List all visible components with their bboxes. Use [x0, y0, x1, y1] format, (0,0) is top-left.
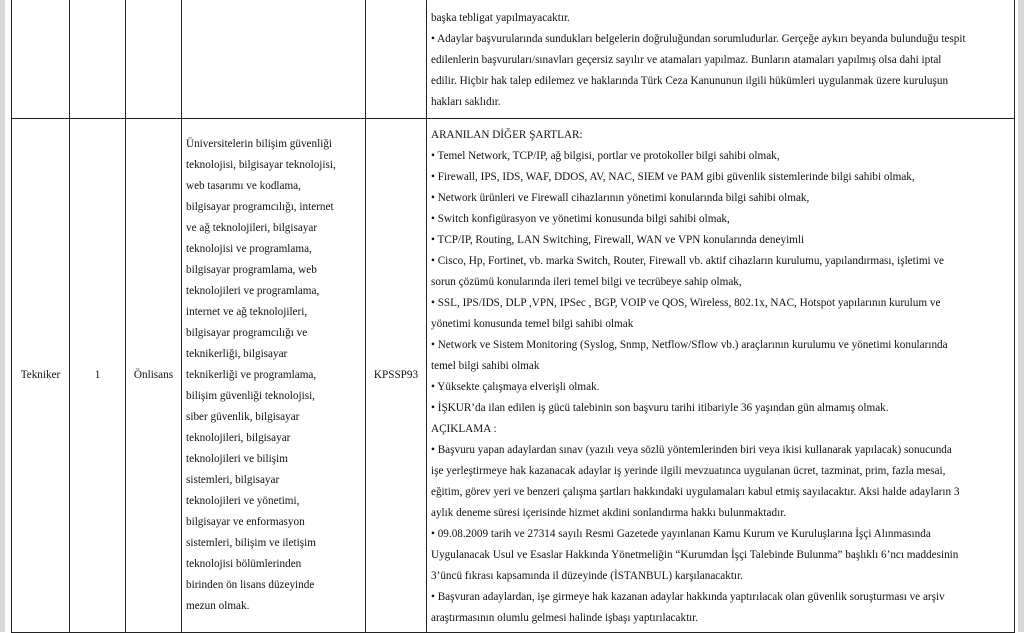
department-line: siber güvenlik, bilgisayar	[186, 411, 300, 423]
requirement-line: • Network ürünleri ve Firewall cihazlarının yönetimi konularında bilgi sahibi olmak,	[431, 192, 810, 204]
page-edge-right	[1018, 0, 1024, 632]
requirement-line: • Cisco, Hp, Fortinet, vb. marka Switch, Router, Firewall vb. aktif cihazların kurulumu, yapılandırması, işletimi ve	[431, 255, 945, 267]
departments-cell	[182, 119, 366, 633]
department-line: teknolojileri ve programlama,	[186, 285, 320, 297]
position-title-cell: Tekniker	[12, 119, 70, 633]
description-line: edilir. Hiçbir hak talep edilemez ve haklarında Türk Ceza Kanununun ilgili hükümleri uygulanmak üzere kuruluşun	[431, 74, 949, 87]
requirements-heading: ARANILAN DİĞER ŞARTLAR:	[431, 129, 583, 141]
department-line: ve ağ teknolojileri, bilgisayar	[186, 222, 318, 234]
department-line: Üniversitelerin bilişim güvenliği	[186, 138, 333, 150]
department-line: birinden ön lisans düzeyinde	[186, 579, 315, 591]
empty-cell	[70, 0, 126, 119]
explanation-line: araştırmasının olumlu gelmesi halinde işbaşı yaptırılacaktır.	[431, 612, 699, 624]
requirement-line: sorun çözümü konularında ileri temel bilgi ve tecrübeye sahip olmak,	[431, 276, 742, 288]
explanation-line: • Başvuran adaylardan, işe girmeye hak kazanan adaylar hakkında yaptırılacak olan güvenlik soruşturması ve arşiv	[431, 591, 945, 603]
department-line: teknikerliği ve programlama,	[186, 369, 317, 381]
table-row-previous	[12, 0, 1015, 119]
requirement-line: • Temel Network, TCP/IP, ağ bilgisi, portlar ve protokoller bilgi sahibi olmak,	[431, 150, 780, 162]
department-line: bilgisayar programlama, web	[186, 264, 317, 276]
department-line: teknolojisi, bilgisayar teknolojisi,	[186, 159, 336, 171]
description-line: başka tebligat yapılmayacaktır.	[431, 11, 570, 24]
explanation-heading: AÇIKLAMA :	[431, 423, 497, 435]
department-line: mezun olmak.	[186, 600, 250, 612]
department-line: teknolojisi bölümlerinden	[186, 558, 302, 570]
requirement-line: • Network ve Sistem Monitoring (Syslog, Snmp, Netflow/Sflow vb.) araçlarının kurulumu ve yönetimi konularında	[431, 339, 948, 351]
previous-description-cell	[427, 0, 1015, 119]
description-line: • Adaylar başvurularında sundukları belgelerin doğruluğundan sorumludurlar. Gerçeğe aykırı beyanda bulunduğu tespit	[431, 32, 966, 45]
page-edge-left	[0, 0, 5, 632]
explanation-line: • Başvuru yapan adaylardan sınav (yazılı veya sözlü yöntemlerinden biri veya ikisi kullanarak yapılacak) sonucunda	[431, 444, 952, 456]
department-line: web tasarımı ve kodlama,	[186, 180, 301, 192]
requirement-line: • Yüksekte çalışmaya elverişli olmak.	[431, 381, 600, 393]
explanation-line: 3’üncü fıkrası kapsamında il düzeyinde (İSTANBUL) karşılanacaktır.	[431, 570, 743, 582]
department-line: sistemleri, bilişim ve iletişim	[186, 537, 316, 549]
requirement-line: • Switch konfigürasyon ve yönetimi konusunda bilgi sahibi olmak,	[431, 213, 730, 225]
kpss-score-type-cell: KPSSP93	[366, 119, 427, 633]
requirement-line: yönetimi konusunda temel bilgi sahibi olmak	[431, 318, 634, 330]
department-line: teknolojisi ve programlama,	[186, 243, 312, 255]
department-line: bilgisayar ve enformasyon	[186, 516, 305, 528]
requirement-line: temel bilgi sahibi olmak	[431, 360, 540, 372]
empty-cell	[12, 0, 70, 119]
position-count-cell: 1	[70, 119, 126, 633]
department-line: bilgisayar programcılığı, internet	[186, 201, 334, 213]
education-level-cell: Önlisans	[126, 119, 182, 633]
description-line: edilenlerin başvuruları/sınavları geçersiz sayılır ve atamaları yapılmaz. Bunların atamaları yapılmış olsa dahi iptal	[431, 53, 942, 66]
requirement-line: • SSL, IPS/IDS, DLP ,VPN, IPSec , BGP, VOIP ve QOS, Wireless, 802.1x, NAC, Hotspot yapılarının kurulum ve	[431, 297, 941, 309]
empty-cell	[366, 0, 427, 119]
explanation-line: işe yerleştirmeye hak kazanacak adaylar iş yerinde ilgili mevzuatınca uygulanan ücret, tazminat, prim, fazla mesai,	[431, 465, 946, 477]
requirements-cell	[427, 119, 1015, 633]
explanation-line: Uygulanacak Usul ve Esaslar Hakkında Yönetmeliğin “Kurumdan İşçi Talebinde Bulunma” başlıklı 6’ncı maddesinin	[431, 549, 959, 561]
department-line: teknolojileri ve bilişim	[186, 453, 288, 465]
requirement-line: • İŞKUR’da ilan edilen iş gücü talebinin son başvuru tarihi itibariyle 36 yaşından gün almamış olmak.	[431, 402, 889, 414]
department-line: teknolojileri ve yönetimi,	[186, 495, 300, 507]
empty-cell	[126, 0, 182, 119]
department-line: sistemleri, bilgisayar	[186, 474, 280, 486]
job-listing-table	[11, 0, 1015, 633]
description-line: hakları saklıdır.	[431, 95, 501, 108]
department-line: bilişim güvenliği teknolojisi,	[186, 390, 315, 402]
requirement-line: • TCP/IP, Routing, LAN Switching, Firewall, WAN ve VPN konularında deneyimli	[431, 234, 805, 246]
department-line: bilgisayar programcılığı ve	[186, 327, 308, 339]
requirement-line: • Firewall, IPS, IDS, WAF, DDOS, AV, NAC, SIEM ve PAM gibi güvenlik sistemlerinde bilgi sahibi olmak,	[431, 171, 915, 183]
department-line: teknolojileri, bilgisayar	[186, 432, 291, 444]
department-line: teknikerliği, bilgisayar	[186, 348, 288, 360]
explanation-line: • 09.08.2009 tarih ve 27314 sayılı Resmi Gazetede yayınlanan Kamu Kurum ve Kuruluşlarına İşçi Alınmasında	[431, 528, 931, 540]
explanation-line: aylık deneme süresi içerisinde hizmet akdini sonlandırma hakkı bulunmaktadır.	[431, 507, 787, 519]
explanation-line: eğitim, görev yeri ve benzeri çalışma şartları hakkındaki uygulamaları kabul etmiş sayılacaktır. Aksi halde adayların 3	[431, 486, 960, 498]
department-line: internet ve ağ teknolojileri,	[186, 306, 308, 318]
table-row-tekniker	[12, 119, 1015, 633]
empty-cell	[182, 0, 366, 119]
